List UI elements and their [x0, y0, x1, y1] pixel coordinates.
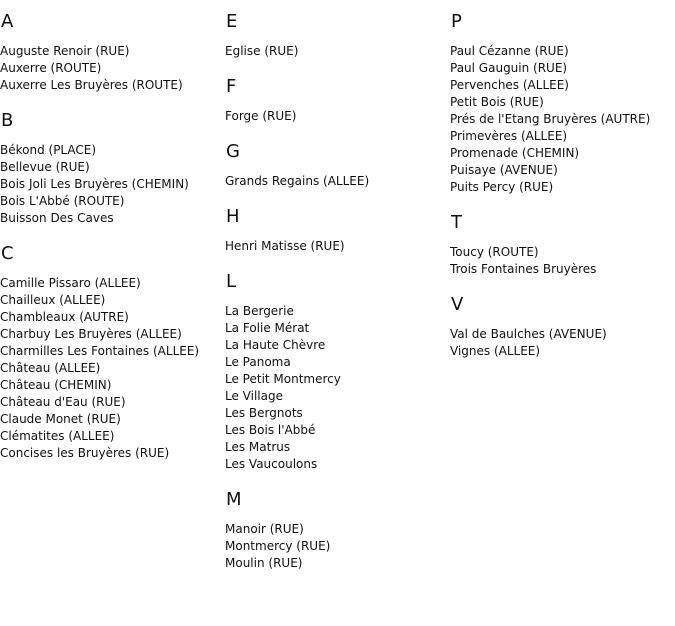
list-item [450, 326, 675, 343]
street-link[interactable]: Les Matrus [225, 440, 291, 454]
letter-group-p [450, 9, 675, 196]
street-link[interactable]: Eglise (RUE) [225, 44, 299, 58]
street-list [450, 43, 675, 196]
street-link[interactable]: Château (ALLEE) [0, 361, 101, 375]
street-link[interactable]: Auguste Renoir (RUE) [0, 44, 130, 58]
list-item [0, 411, 224, 428]
street-list [0, 43, 224, 94]
list-item [225, 555, 449, 572]
street-link[interactable]: Chailleux (ALLEE) [0, 293, 106, 307]
street-link[interactable]: Auxerre (ROUTE) [0, 61, 102, 75]
street-link[interactable]: Pervenches (ALLEE) [450, 78, 569, 92]
letter-heading: G [226, 141, 240, 162]
street-link[interactable]: Les Bergnots [225, 406, 303, 420]
list-item [225, 173, 449, 190]
letter-group-v [450, 292, 675, 360]
letter-heading: L [226, 271, 237, 292]
list-item [225, 439, 449, 456]
street-link[interactable]: Promenade (CHEMIN) [450, 146, 580, 160]
list-item [225, 405, 449, 422]
list-item [225, 521, 449, 538]
letter-heading: H [226, 206, 240, 227]
street-link[interactable]: Le Petit Montmercy [225, 372, 341, 386]
street-link[interactable]: Puits Percy (RUE) [450, 180, 554, 194]
street-link[interactable]: Henri Matisse (RUE) [225, 239, 345, 253]
letter-group-m [225, 487, 449, 572]
letter-heading: M [226, 489, 242, 510]
street-link[interactable]: Paul Gauguin (RUE) [450, 61, 568, 75]
list-item [0, 275, 224, 292]
street-list [225, 521, 449, 572]
list-item [450, 179, 675, 196]
list-item [225, 108, 449, 125]
street-link[interactable]: Toucy (ROUTE) [450, 245, 539, 259]
letter-heading: T [451, 212, 462, 233]
letter-group-a [0, 9, 224, 94]
street-link[interactable]: Békond (PLACE) [0, 143, 97, 157]
list-item [450, 145, 675, 162]
list-item [450, 128, 675, 145]
list-item [225, 43, 449, 60]
list-item [450, 111, 675, 128]
street-link[interactable]: Château (CHEMIN) [0, 378, 112, 392]
index-column [225, 9, 449, 586]
street-link[interactable]: Château d'Eau (RUE) [0, 395, 126, 409]
street-link[interactable]: Chambleaux (AUTRE) [0, 310, 129, 324]
letter-group-b [0, 108, 224, 227]
list-item [225, 354, 449, 371]
street-list [0, 275, 224, 462]
street-link[interactable]: Bois L'Abbé (ROUTE) [0, 194, 125, 208]
list-item [225, 422, 449, 439]
street-list [0, 142, 224, 227]
list-item [225, 371, 449, 388]
letter-heading: E [226, 11, 238, 32]
street-link[interactable]: Val de Baulches (AVENUE) [450, 327, 607, 341]
list-item [0, 159, 224, 176]
list-item [0, 394, 224, 411]
list-item [0, 77, 224, 94]
letter-group-l [225, 269, 449, 473]
street-link[interactable]: Charmilles Les Fontaines (ALLEE) [0, 344, 200, 358]
street-link[interactable]: Claude Monet (RUE) [0, 412, 121, 426]
street-link[interactable]: Forge (RUE) [225, 109, 297, 123]
street-link[interactable]: Montmercy (RUE) [225, 539, 331, 553]
list-item [225, 320, 449, 337]
letter-group-e [225, 9, 449, 60]
letter-heading: F [226, 76, 237, 97]
letter-heading: V [451, 294, 464, 315]
list-item [450, 94, 675, 111]
street-link[interactable]: Primevères (ALLEE) [450, 129, 568, 143]
street-link[interactable]: Charbuy Les Bruyères (ALLEE) [0, 327, 182, 341]
letter-group-t [450, 210, 675, 278]
list-item [225, 337, 449, 354]
list-item [0, 377, 224, 394]
list-item [225, 456, 449, 473]
list-item [0, 292, 224, 309]
list-item [0, 326, 224, 343]
street-link[interactable]: La Bergerie [225, 304, 294, 318]
street-link[interactable]: Petit Bois (RUE) [450, 95, 544, 109]
street-link[interactable]: Le Panoma [225, 355, 291, 369]
letter-heading: A [1, 11, 14, 32]
list-item [225, 538, 449, 555]
list-item [225, 238, 449, 255]
street-link[interactable]: Camille Pissaro (ALLEE) [0, 276, 141, 290]
letter-heading: P [451, 11, 462, 32]
list-item [0, 360, 224, 377]
list-item [0, 142, 224, 159]
list-item [0, 343, 224, 360]
street-link[interactable]: Manoir (RUE) [225, 522, 304, 536]
street-link[interactable]: Prés de l'Etang Bruyères (AUTRE) [450, 112, 651, 126]
list-item [0, 309, 224, 326]
street-link[interactable]: Grands Regains (ALLEE) [225, 174, 370, 188]
street-list [225, 108, 449, 125]
list-item [450, 244, 675, 261]
street-link[interactable]: Trois Fontaines Bruyères [450, 262, 597, 276]
list-item [0, 445, 224, 462]
letter-group-f [225, 74, 449, 125]
list-item [450, 77, 675, 94]
index-column [450, 9, 675, 374]
list-item [450, 162, 675, 179]
list-item [450, 60, 675, 77]
street-list [225, 173, 449, 190]
street-link[interactable]: Bois Joli Les Bruyères (CHEMIN) [0, 177, 189, 191]
street-link[interactable]: Le Village [225, 389, 283, 403]
list-item [0, 176, 224, 193]
list-item [450, 343, 675, 360]
street-link[interactable]: Les Bois l'Abbé [225, 423, 316, 437]
letter-heading: B [1, 110, 14, 131]
street-link[interactable]: Puisaye (AVENUE) [450, 163, 558, 177]
street-list [225, 238, 449, 255]
list-item [0, 60, 224, 77]
index-column [0, 9, 224, 476]
street-link[interactable]: Vignes (ALLEE) [450, 344, 541, 358]
street-link[interactable]: Auxerre Les Bruyères (ROUTE) [0, 78, 183, 92]
street-link[interactable]: La Folie Mérat [225, 321, 310, 335]
street-link[interactable]: Clématites (ALLEE) [0, 429, 115, 443]
street-list [450, 326, 675, 360]
street-link[interactable]: La Haute Chèvre [225, 338, 326, 352]
street-list [450, 244, 675, 278]
street-link[interactable]: Paul Cézanne (RUE) [450, 44, 569, 58]
street-link[interactable]: Concises les Bruyères (RUE) [0, 446, 170, 460]
list-item [0, 43, 224, 60]
list-item [450, 43, 675, 60]
street-list [225, 303, 449, 473]
letter-group-g [225, 139, 449, 190]
street-link[interactable]: Les Vaucoulons [225, 457, 318, 471]
street-link[interactable]: Buisson Des Caves [0, 211, 114, 225]
list-item [0, 428, 224, 445]
list-item [225, 388, 449, 405]
street-link[interactable]: Moulin (RUE) [225, 556, 303, 570]
list-item [0, 193, 224, 210]
letter-heading: C [1, 243, 14, 264]
street-list [225, 43, 449, 60]
letter-group-h [225, 204, 449, 255]
street-link[interactable]: Bellevue (RUE) [0, 160, 90, 174]
list-item [225, 303, 449, 320]
list-item [0, 210, 224, 227]
letter-group-c [0, 241, 224, 462]
list-item [450, 261, 675, 278]
